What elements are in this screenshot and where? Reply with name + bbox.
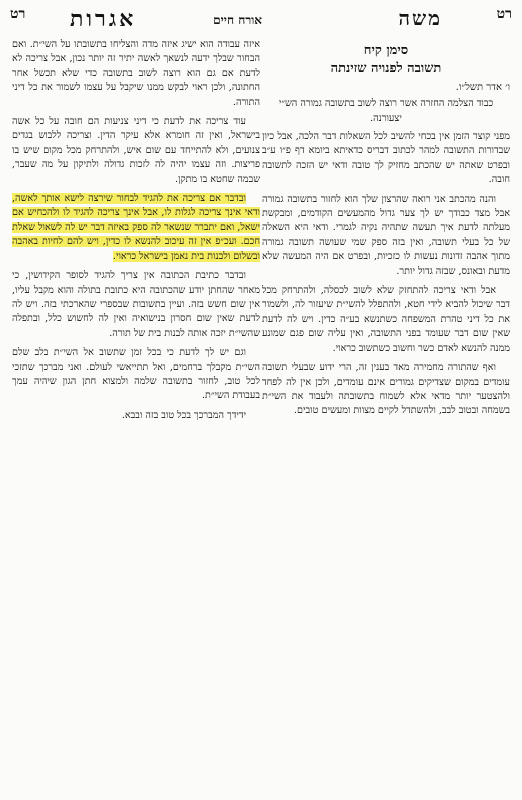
book-title-left: אגרות: [70, 6, 137, 32]
paragraph: עוד צריכה את לדעת כי דיני צניעות הם חובה על כל אשה בישראל, ואין זה חומרא אלא עיקר הדין. וצריכה ללבוש בגדים צנועים, ולא להתייחד עם שום איש, ולהתרחק מכל מקום שיש בו פריצות. וזה עצמו יהיה לה לזכות גדולה ולתיקון על מה שעבר, שבמה שחטא בו מתקן.: [12, 116, 260, 185]
paragraph: אבל ודאי צריכה להתחזק שלא לשוב לכסלה, ולהתרחק מכל דבר שיכול להביא לידי חטא, ולהתפלל להשי״ת שיעזור לה, ולשמור את כל דיני טהרת המשפחה כשתנשא בע״ה כדין. ויש לה לדעת שאין שום דבר שעומד בפני התשובה, ואין עליה שום פגם שמונע ממנה להנשא לאדם כשר וחשוב כשתשוב כראוי.: [262, 285, 510, 354]
volume-name: אורח חיים: [213, 13, 262, 27]
highlighted-paragraph: [12, 192, 260, 264]
letter-greeting: כבוד הצלמה החזרה אשר רוצה לשוב בתשובה גמורה הש״י יצעורנה.: [278, 98, 494, 124]
page-number-left: רט: [10, 6, 26, 22]
letter-date: ו׳ אדר תשל״ו.: [455, 82, 510, 93]
paragraph: איזה עבודה הוא ישיג איזה מדה והצליחו בתשובתו על השי״ת. ואם הבחור שבלך ידעה לנשאך לאשה יתיר זה יותר נכון, אבל צריכה לא לדעת אם גם הוא רוצה לשוב בתשובה כדי שלא תכשל אחר החתונה, ולכן ראוי לבקש ממנו שיקבל על עצמו לשמור את כל דיני התורה.: [12, 39, 260, 108]
running-header: [10, 4, 512, 30]
paragraph: והנה מהכתב אני רואה שהרצון שלך הוא לחזור בתשובה גמורה אבל מצד כבודך יש לך צער גדול מהמעשים הקודמים, ומבקשת מעלתה לדעת איך תעשה שתהיה נקיה לגמרי. ודאי היא השאלה של כל בעלי תשובה, ואין בזה ספק שמי שעושה תשובה גמורה מתוך אהבה זדונות נעשות לו כזכיות, ובפרט אם היה המעשה שלא מדעת ובאונס, שבזה גדול יותר.: [262, 193, 510, 277]
book-title-right: משה: [398, 6, 442, 30]
section-heading: סימן קיח: [363, 43, 409, 58]
paragraph: ובדבר כתיבת הכתובה אין צריך להגיד לסופר הקידושין, כי מאחר שהחתן יודע שהכתובה היא כתובת בתולה והוא מקבל עליו, אין שום חשש בזה. ועיין בתשובות שבספרי שהארכתי בזה. ויש לה לדעת שאין שום חסרון בנישואיה ואין לה לחשוש כלל, ובתפלה שהשי״ת יזכה אותה לבנות בית של תורה.: [12, 270, 260, 339]
signature-line: ידידך המברכך בכל טוב בזה ובבא.: [121, 409, 246, 421]
paragraph: וגם יש לך לדעת כי בכל זמן שתשוב אל השי״ת בלב שלם השי״ת מקבלך ברחמים, ואל תתייאשי לעולם. ואני מברכך שתזכי לכל טוב, לחזור בתשובה שלמה ולמצוא חתן הגון שיהיה עמך בעבודת השי״ת.: [12, 347, 260, 402]
right-column: [262, 38, 510, 790]
page-number-right: רט: [496, 6, 512, 22]
paragraph: ואף שהתורה מחמירה מאד בענין זה, הרי ידוע שבעלי תשובה עומדים במקום שצדיקים גמורים אינם עומדים, ולכן אין לה לפחד ולהצטער יותר מדאי אלא לשמוח בתשובתה ולעבוד את השי״ת בשמחה ובטוב לבב, ולהשתדל לקיים מצוות ומעשים טובים.: [262, 362, 510, 417]
highlighted-text: ובדבר אם צריכה את להגיד לבחור שירצה לישא אותך לאשה, ודאי אינך צריכה לגלות לו, אבל אינך צריכה להגיד לו ולהכחיש אם ישאל, ואם יתברר שנשאר לה ספק באיזה דבר יש לה לשאול שאלת חכם. ועכ״פ אין זה עיכוב להנשא לו כדין, ויש להם לחיות באהבה ובשלום ולבנות בית נאמן בישראל כראוי.: [12, 193, 260, 262]
section-subheading: תשובה לפנויה שזינתה: [330, 61, 442, 76]
paragraph: מפני קוצר הזמן אין בכחי להשיב לכל השאלות דבר הלכה, אבל כיון שבדורות התשובה למהר לכתוב דבריס כדאיתא ביומא דף פ״ו ע״ב ובפרט שאתה יש שהכתב מחזיק לך טובה ודאי יש הזכה לתשובה חובה.: [262, 131, 510, 186]
left-column: [12, 38, 260, 790]
